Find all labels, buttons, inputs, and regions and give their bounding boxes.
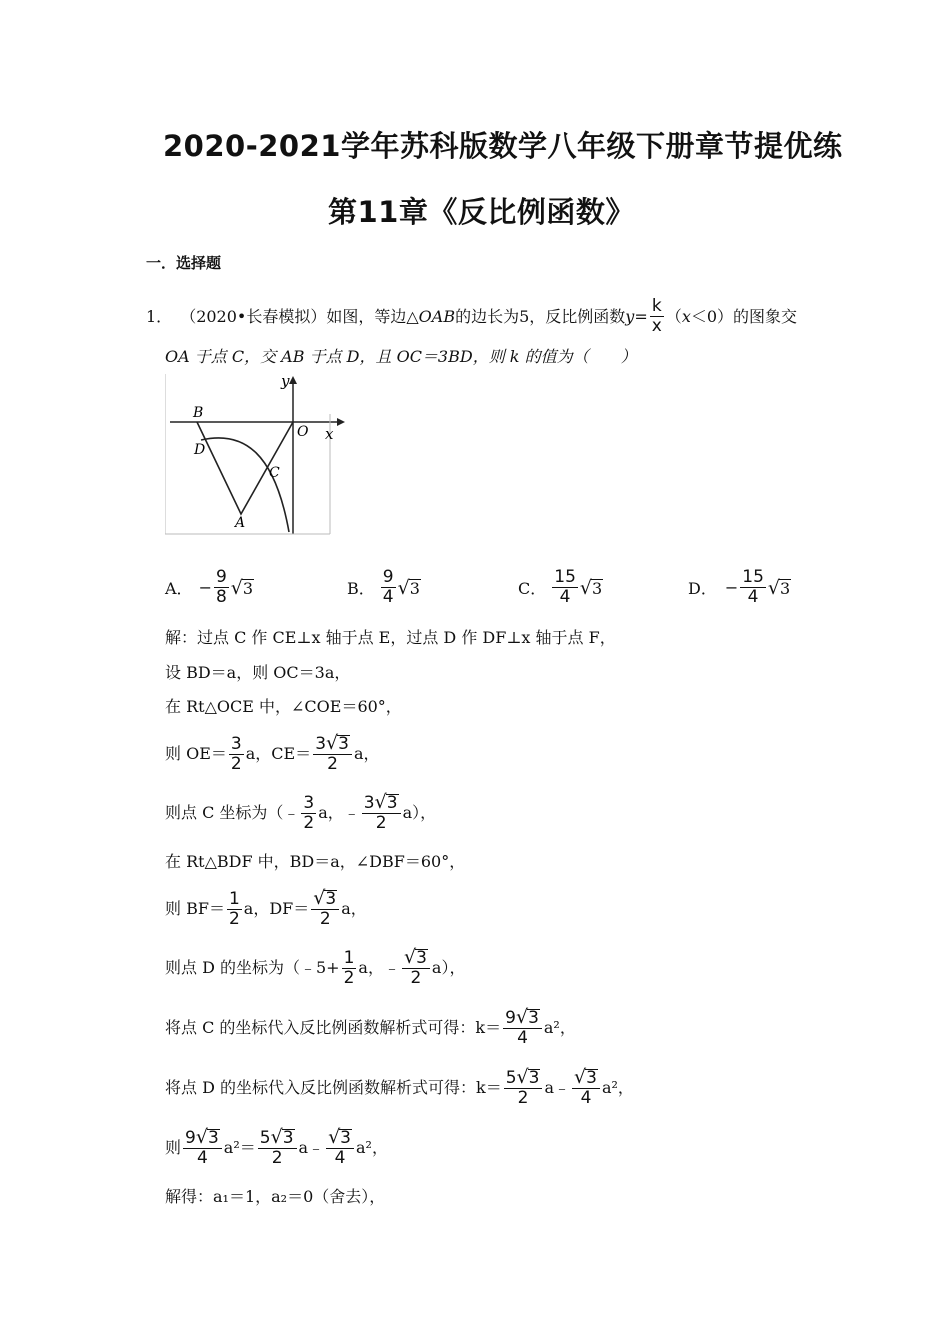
solution-line-11: 则 9 √ 3 4 a²＝ 5 √ 3 2 a﹣ √ 3 4 a²， bbox=[165, 1126, 388, 1168]
title-line-1: 2020-2021学年苏科版数学八年级下册章节提优练 bbox=[163, 129, 843, 163]
label-a: A bbox=[235, 515, 246, 531]
solution-line-10: 将点 D 的坐标代入反比例函数解析式可得：k＝ 5 √ 3 2 a﹣ √ 3 4 a²， bbox=[165, 1066, 634, 1108]
section-heading: 一．选择题 bbox=[146, 254, 222, 272]
label-y: y bbox=[281, 374, 290, 390]
question-1-line-1: 1． （2020•长春模拟）如图，等边△ OAB 的边长为5，反比例函数 y = $\frac{k}{x}$ （ x ＜0）的图象交 bbox=[146, 296, 798, 336]
solution-line-5: 则点 C 坐标为（﹣ $\frac{3}{2}$ a，﹣ 3 √ 3 2 a）， bbox=[165, 791, 437, 833]
option-c[interactable]: C． $\frac{15}{4}$ √ 3 bbox=[518, 567, 603, 607]
question-number: 1． bbox=[146, 306, 173, 326]
label-d: D bbox=[194, 442, 206, 458]
solution-line-12: 解得：a₁＝1，a₂＝0（舍去）， bbox=[165, 1187, 386, 1206]
question-figure bbox=[165, 374, 345, 536]
solution-line-9: 将点 C 的坐标代入反比例函数解析式可得：k＝ 9 √ 3 4 a²， bbox=[165, 1006, 576, 1048]
label-o: O bbox=[297, 424, 309, 440]
solution-line-6: 在 Rt△BDF 中，BD＝a，∠DBF＝60°， bbox=[165, 852, 466, 871]
function-fraction: $\frac{k}{x}$ bbox=[651, 296, 662, 336]
solution-line-1: 解：过点 C 作 CE⊥x 轴于点 E，过点 D 作 DF⊥x 轴于点 F， bbox=[165, 628, 616, 647]
y-axis-arrow bbox=[289, 376, 297, 384]
x-axis-arrow bbox=[337, 418, 345, 426]
solution-line-3: 在 Rt△OCE 中，∠COE＝60°， bbox=[165, 697, 402, 716]
solution-line-7: 则 BF＝ $\frac{1}{2}$ a，DF＝ √ 3 2 a， bbox=[165, 887, 367, 929]
option-a[interactable]: A． − $\frac{9}{8}$ √ 3 bbox=[165, 567, 254, 607]
option-d[interactable]: D． − $\frac{15}{4}$ √ 3 bbox=[688, 567, 791, 607]
title-line-2: 第11章《反比例函数》 bbox=[328, 195, 635, 229]
label-c: C bbox=[269, 465, 280, 481]
label-x: x bbox=[325, 425, 334, 443]
option-b[interactable]: B． $\frac{9}{4}$ √ 3 bbox=[347, 567, 420, 607]
solution-line-2: 设 BD＝a，则 OC＝3a， bbox=[165, 663, 351, 682]
solution-line-8: 则点 D 的坐标为（﹣5+ $\frac{1}{2}$ a，﹣ √ 3 2 a）， bbox=[165, 946, 466, 988]
label-b: B bbox=[193, 405, 204, 421]
solution-line-4: 则 OE＝ $\frac{3}{2}$ a，CE＝ 3 √ 3 2 a， bbox=[165, 732, 380, 774]
question-1-line-2: OA 于点 C，交 AB 于点 D，且 OC＝3BD，则 k 的值为（ ） bbox=[165, 347, 637, 366]
